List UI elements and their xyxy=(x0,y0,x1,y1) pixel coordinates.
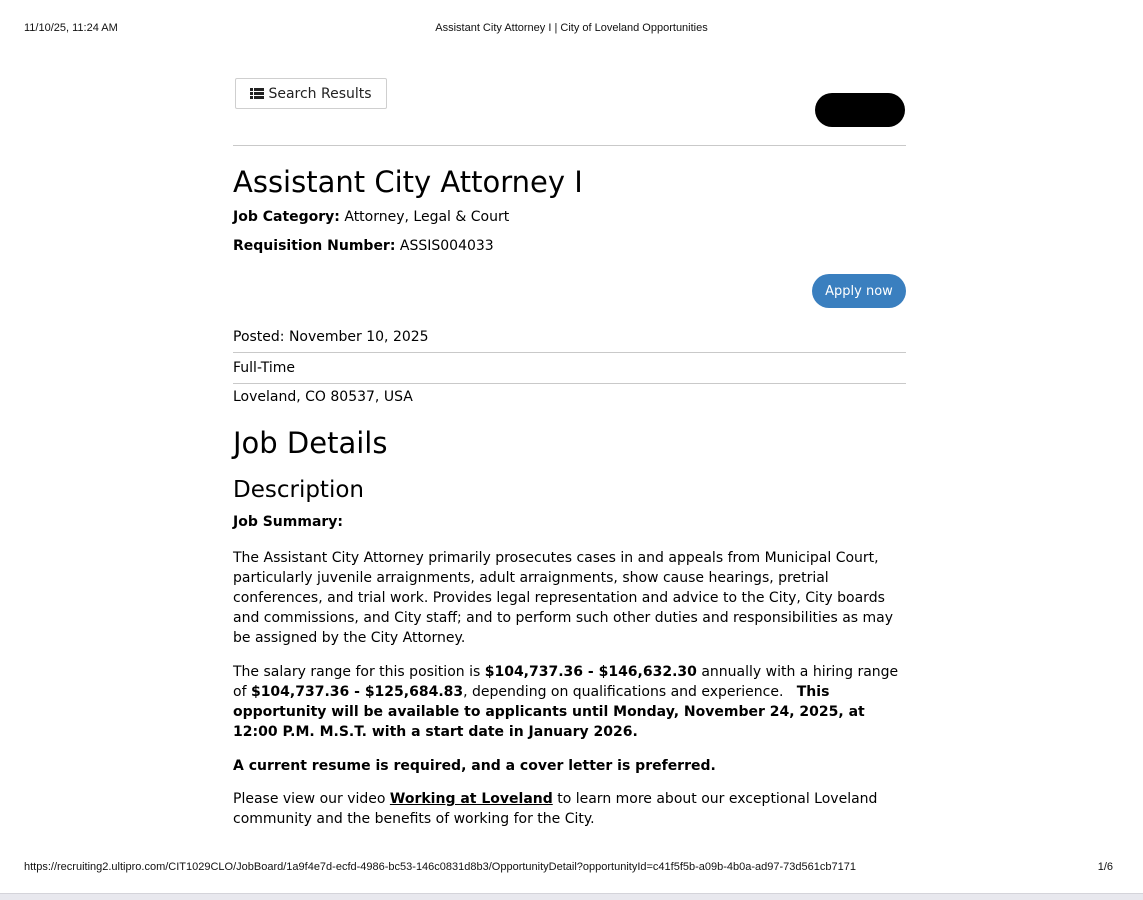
job-category-label: Job Category: xyxy=(233,209,340,225)
working-at-loveland-link[interactable]: Working at Loveland xyxy=(389,791,553,807)
job-title: Assistant City Attorney I xyxy=(233,165,583,199)
print-page-title: Assistant City Attorney I | City of Loveland Opportunities xyxy=(435,22,708,34)
print-page-number: 1/6 xyxy=(1097,861,1113,873)
job-details-heading: Job Details xyxy=(233,426,388,460)
requisition-value: ASSIS004033 xyxy=(399,238,494,254)
availability-note: This opportunity will be available to applicants until Monday, November 24, 2025, at 12:00 P.M. M.S.T. with a start date in January 2026. xyxy=(233,684,865,740)
resume-note-text: A current resume is required, and a cover letter is preferred. xyxy=(233,758,716,774)
salary-paragraph xyxy=(233,662,906,742)
job-summary-paragraph: The Assistant City Attorney primarily prosecutes cases in and appeals from Municipal Court, particularly juvenile arraignments, adult arraignments, show cause hearings, pretrial conferences, and trial work. Provides legal representation and advice to the City, City boards and commissions, and City staff; and to perform such other duties and responsibilities as may be assigned by the City Attorney. xyxy=(233,550,894,646)
requisition-number xyxy=(233,238,494,254)
description-heading: Description xyxy=(233,477,364,503)
print-footer xyxy=(0,861,1143,875)
salary-mid: annually with a hiring range of xyxy=(233,664,899,700)
salary-intro: The salary range for this position is xyxy=(233,664,485,680)
resume-note xyxy=(233,756,906,776)
list-icon xyxy=(250,88,264,99)
job-category-value: Attorney, Legal & Court xyxy=(344,209,510,225)
posted-date: Posted: November 10, 2025 xyxy=(233,322,906,353)
print-datetime: 11/10/25, 11:24 AM xyxy=(24,22,118,34)
employment-type: Full-Time xyxy=(233,353,906,384)
apply-now-button[interactable]: Apply now xyxy=(812,274,906,308)
video-intro: Please view our video xyxy=(233,791,390,807)
hiring-range: $104,737.36 - $125,684.83 xyxy=(250,684,464,700)
job-summary-label: Job Summary: xyxy=(233,514,344,530)
salary-range: $104,737.36 - $146,632.30 xyxy=(484,664,697,680)
search-results-label: Search Results xyxy=(268,85,372,102)
print-header xyxy=(0,22,1143,36)
print-url: https://recruiting2.ultipro.com/CIT1029CLO/JobBoard/1a9f4e7d-ecfd-4986-bc53-146c0831d8b3/OpportunityDetail?opportunityId=c41f5f5b-a09b-4b0a-ad97-73d561cb7171 xyxy=(24,861,856,873)
video-paragraph xyxy=(233,789,906,829)
job-location: Loveland, CO 80537, USA xyxy=(233,389,413,405)
salary-tail: , depending on qualifications and experience. xyxy=(463,684,797,700)
redacted-element xyxy=(815,93,905,127)
job-category xyxy=(233,209,509,225)
search-results-button[interactable] xyxy=(235,78,387,109)
video-tail: to learn more about our exceptional Loveland community and the benefits of working for the City. xyxy=(233,791,878,827)
requisition-label: Requisition Number: xyxy=(233,238,396,254)
divider xyxy=(233,145,906,146)
